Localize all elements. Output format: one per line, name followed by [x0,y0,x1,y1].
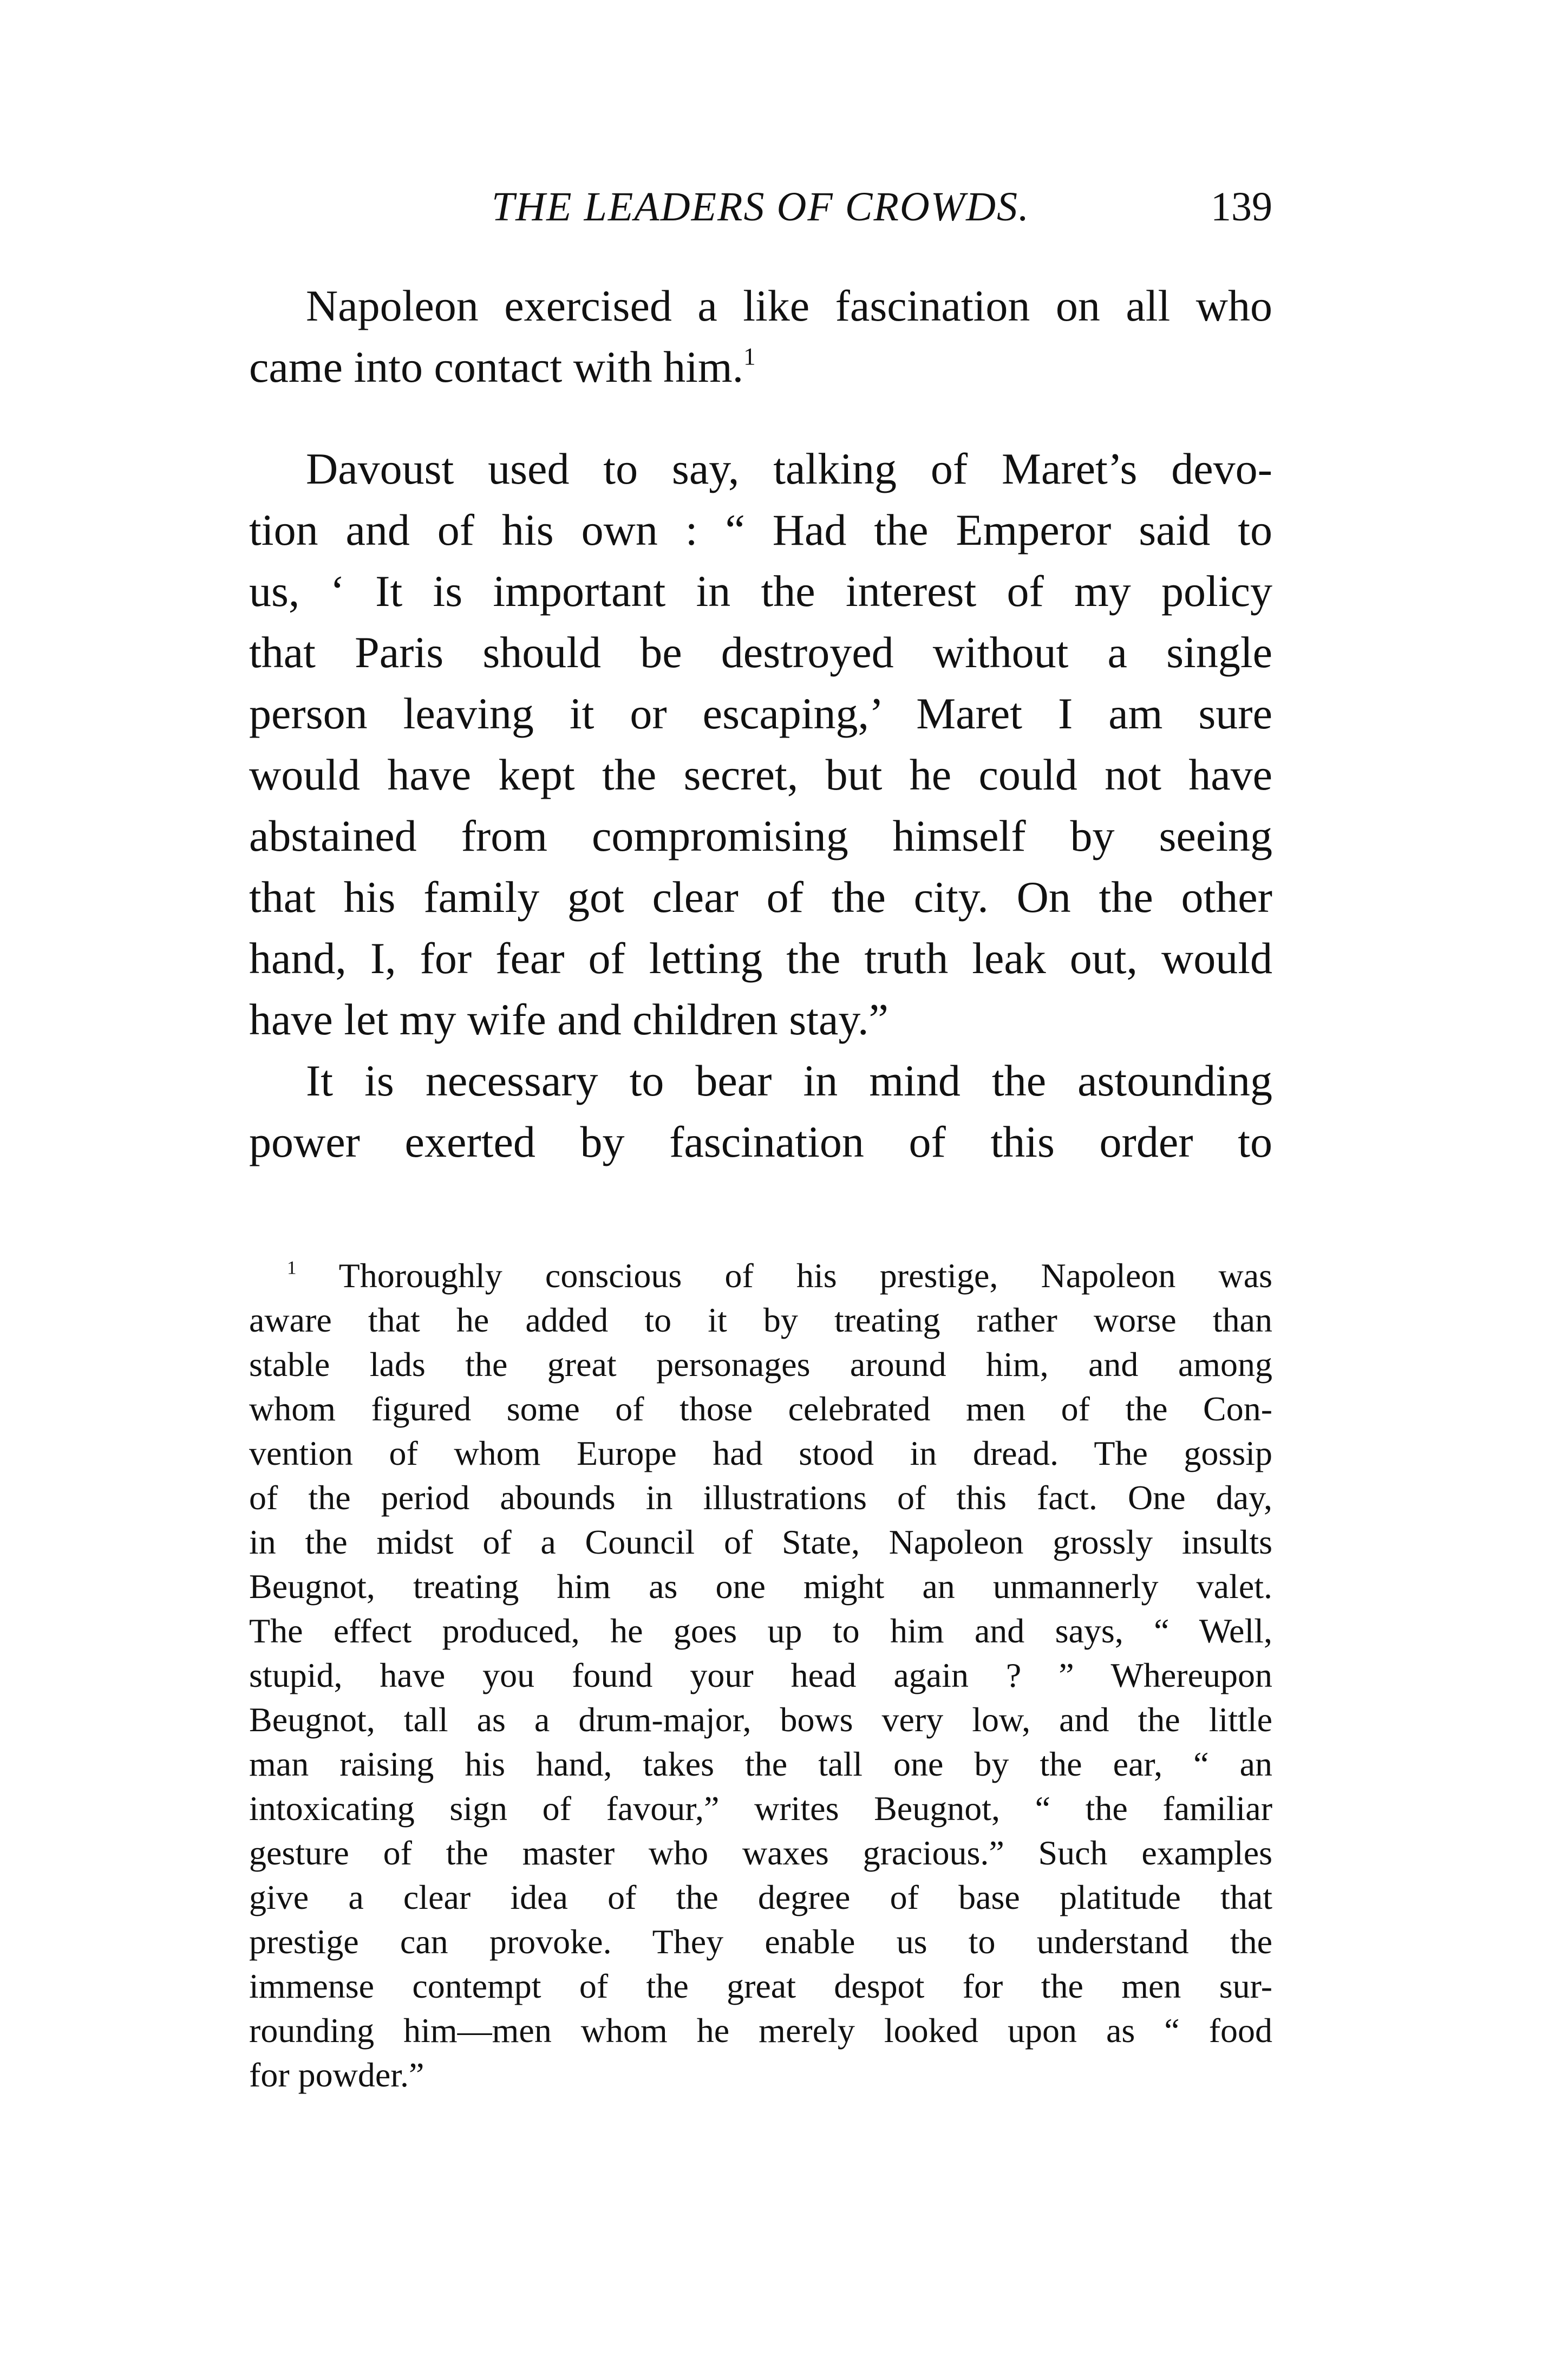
footnote-line: rounding him—men whom he merely looked upon as “ food [249,2011,1272,2050]
footnote-line: The effect produced, he goes up to him and says, “ Well, [249,1612,1272,1650]
footnote-line: Beugnot, tall as a drum-major, bows very low, and the little [249,1700,1272,1739]
footnote-line: stupid, have you found your head again ? ” Whereupon [249,1656,1272,1694]
footnote-line: of the period abounds in illustrations of this fact. One day, [249,1478,1272,1517]
body-line [249,336,1272,397]
body-line: would have kept the secret, but he could not have [249,750,1272,799]
body-line: power exerted by fascination of this order to [249,1117,1272,1166]
footnote-line: gesture of the master who waxes gracious.” Such examples [249,1834,1272,1872]
footnote-line: man raising his hand, takes the tall one by the ear, “ an [249,1745,1272,1783]
body-line: that his family got clear of the city. On the other [249,872,1272,922]
footnote-line [249,1254,1272,1298]
body-line: Davoust used to say, talking of Maret’s devo- [306,444,1272,493]
body-line: abstained from compromising himself by seeing [249,811,1272,860]
footnote-line: stable lads the great personages around him, and among [249,1345,1272,1384]
body-line: tion and of his own : “ Had the Emperor said to [249,505,1272,555]
footnote [249,1254,1272,2097]
running-title: THE LEADERS OF CROWDS. [492,184,1030,230]
body-line: It is necessary to bear in mind the astounding [306,1056,1272,1105]
footnote-line: vention of whom Europe had stood in dread. The gossip [249,1434,1272,1472]
footnote-line: Beugnot, treating him as one might an unmannerly valet. [249,1567,1272,1606]
footnote-line: aware that he added to it by treating rather worse than [249,1301,1272,1339]
footnote-line: give a clear idea of the degree of base platitude that [249,1878,1272,1916]
footnote-line-text: Thoroughly conscious of his prestige, Napoleon was [338,1256,1272,1295]
footnote-line: prestige can provoke. They enable us to understand the [249,1922,1272,1961]
body-text [249,275,1272,1172]
running-head [249,174,1272,239]
body-line: Napoleon exercised a like fascination on all who [306,281,1272,330]
footnote-line: in the midst of a Council of State, Napoleon grossly insults [249,1523,1272,1561]
body-line: have let my wife and children stay.” [249,995,888,1044]
footnote-line: whom figured some of those celebrated men of the Con- [249,1390,1272,1428]
body-line: person leaving it or escaping,’ Maret I am sure [249,689,1272,738]
footnote-reference: 1 [743,343,756,370]
footnote-line: immense contempt of the great despot for the men sur- [249,1967,1272,2005]
page-number: 139 [1211,184,1272,230]
footnote-marker: 1 [287,1257,297,1279]
paragraph-gap [249,397,1272,438]
body-line: hand, I, for fear of letting the truth leak out, would [249,934,1272,983]
body-line: that Paris should be destroyed without a single [249,628,1272,677]
body-line: us, ‘ It is important in the interest of my policy [249,566,1272,616]
footnote-line: intoxicating sign of favour,” writes Beugnot, “ the familiar [249,1789,1272,1828]
footnote-line: for powder.” [249,2056,424,2094]
body-line-text: came into contact with him. [249,342,744,392]
